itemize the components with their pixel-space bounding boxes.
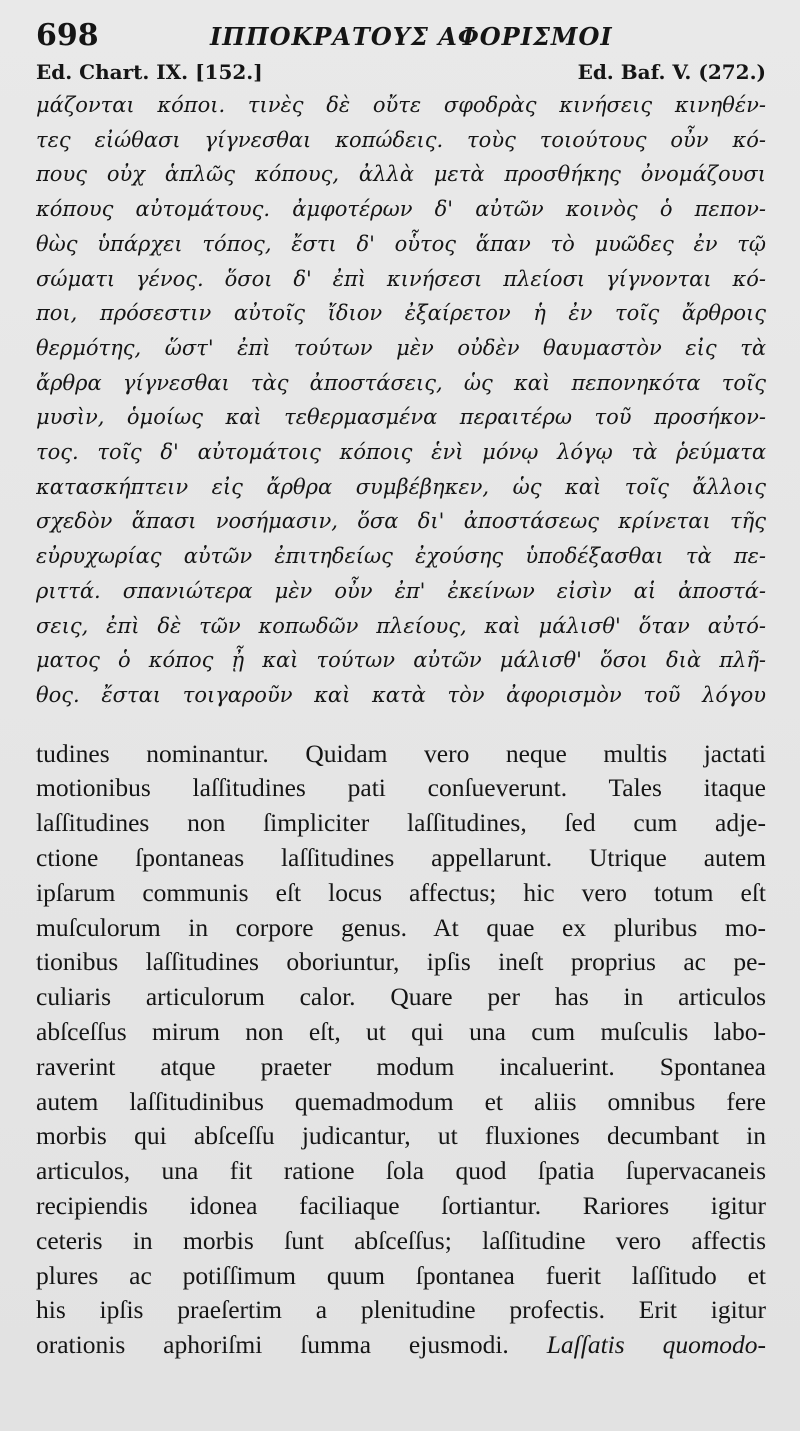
greek-text-line: θος. ἔσται τοιγαροῦν καὶ κατὰ τὸν ἀφορισμὸν τοῦ λόγου bbox=[36, 682, 766, 707]
greek-text-line: τος. τοῖς δ' αὐτομάτοις κόποις ἑνὶ μόνῳ λόγῳ τὰ ῥεύματα bbox=[36, 440, 766, 465]
greek-text-line: σεις, ἐπὶ δὲ τῶν κοπωδῶν πλείους, καὶ μάλισθ' ὅταν αὐτό- bbox=[36, 613, 766, 638]
latin-text-line: recipiendis idonea faciliaque ſortiantur. Rariores igitur bbox=[36, 1191, 766, 1221]
latin-text-line: laſſitudines non ſimpliciter laſſitudines, ſed cum adje- bbox=[36, 808, 766, 838]
greek-text-line: κατασκήπτειν εἰς ἄρθρα συμβέβηκεν, ὡς καὶ τοῖς ἄλλοις bbox=[36, 474, 766, 499]
latin-text-line: tudines nominantur. Quidam vero neque multis jactati bbox=[36, 738, 766, 768]
greek-text-line: ριττά. σπανιώτερα μὲν οὖν ἐπ' ἐκείνων εἰσὶν αἱ ἀποστά- bbox=[36, 578, 766, 603]
page-number: 698 bbox=[36, 18, 99, 53]
latin-text-line: his ipſis praeſertim a plenitudine profectis. Erit igitur bbox=[36, 1295, 766, 1325]
running-title: ΙΠΠΟΚΡΑΤΟΥΣ ΑΦΟΡΙΣΜΟΙ bbox=[210, 22, 613, 51]
page-header bbox=[36, 18, 766, 56]
latin-text-line: abſceſſus mirum non eſt, ut qui una cum muſculis labo- bbox=[36, 1017, 766, 1047]
greek-text-block bbox=[36, 88, 766, 713]
greek-text-line: πους οὐχ ἁπλῶς κόπους, ἀλλὰ μετὰ προσθήκης ὀνομάζουσι bbox=[36, 162, 766, 187]
greek-text-line: κόπους αὐτομάτους. ἀμφοτέρων δ' αὐτῶν κοινὸς ὁ πεπον- bbox=[36, 197, 766, 222]
greek-text-line: ἄρθρα γίγνεσθαι τὰς ἀποστάσεις, ὡς καὶ πεπονηκότα τοῖς bbox=[36, 370, 766, 395]
latin-text-line: tionibus laſſitudines oboriuntur, ipſis ineſt proprius ac pe- bbox=[36, 947, 766, 977]
latin-text-line: autem laſſitudinibus quemadmodum et aliis omnibus fere bbox=[36, 1086, 766, 1116]
latin-text-line: ceteris in morbis ſunt abſceſſus; laſſitudine vero affectis bbox=[36, 1225, 766, 1255]
greek-text-line: μυσὶν, ὁμοίως καὶ τεθερμασμένα περαιτέρω τοῦ προσήκον- bbox=[36, 405, 766, 430]
greek-text-line: ματος ὁ κόπος ᾖ καὶ τούτων αὐτῶν μάλισθ' ὅσοι διὰ πλῆ- bbox=[36, 648, 766, 673]
latin-text-line: ipſarum communis eſt locus affectus; hic vero totum eſt bbox=[36, 877, 766, 907]
latin-text-line: morbis qui abſceſſu judicantur, ut fluxiones decumbant in bbox=[36, 1121, 766, 1151]
latin-last-line-text: orationis aphoriſmi ſumma ejusmodi. bbox=[36, 1330, 547, 1360]
greek-text-line: μάζονται κόποι. τινὲς δὲ οὔτε σφοδρὰς κινήσεις κινηθέν- bbox=[36, 93, 766, 117]
latin-text-line: raverint atque praeter modum incaluerint. Spontanea bbox=[36, 1051, 766, 1081]
greek-text-line: σώματι γένος. ὅσοι δ' ἐπὶ κινήσεσι πλείοσι γίγνονται κό- bbox=[36, 266, 766, 291]
latin-text-line: articulos, una fit ratione ſola quod ſpatia ſupervacaneis bbox=[36, 1156, 766, 1186]
greek-text-line: θερμότης, ὥστ' ἐπὶ τούτων μὲν οὐδὲν θαυμαστὸν εἰς τὰ bbox=[36, 335, 766, 360]
latin-text-line: muſculorum in corpore genus. At quae ex pluribus mo- bbox=[36, 912, 766, 942]
greek-text-line: σχεδὸν ἅπασι νοσήμασιν, ὅσα δι' ἀποστάσεως κρίνεται τῆς bbox=[36, 509, 766, 534]
latin-text-line-last bbox=[36, 1328, 766, 1363]
latin-text-block bbox=[36, 737, 766, 1363]
latin-text-line: plures ac potiſſimum quum ſpontanea fuerit laſſitudo et bbox=[36, 1260, 766, 1290]
greek-text-line: εὐρυχωρίας αὐτῶν ἐπιτηδείως ἐχούσης ὑποδέξασθαι τὰ πε- bbox=[36, 544, 766, 569]
latin-text-line: ctione ſpontaneas laſſitudines appellarunt. Utrique autem bbox=[36, 843, 766, 873]
greek-text-line: τες εἰώθασι γίγνεσθαι κοπώδεις. τοὺς τοιούτους οὖν κό- bbox=[36, 127, 766, 152]
latin-text-line: culiaris articulorum calor. Quare per has in articulos bbox=[36, 982, 766, 1012]
latin-catchword: Laſſatis quomodo- bbox=[546, 1330, 766, 1360]
greek-text-line: θὼς ὑπάρχει τόπος, ἔστι δ' οὗτος ἅπαν τὸ μυῶδες ἐν τῷ bbox=[36, 231, 766, 256]
edition-ref-chartier: Ed. Chart. IX. [152.] bbox=[36, 60, 263, 84]
greek-text-line: ποι, πρόσεστιν αὐτοῖς ἴδιον ἐξαίρετον ἡ ἐν τοῖς ἄρθροις bbox=[36, 301, 766, 326]
latin-text-line: motionibus laſſitudines pati conſueverunt. Tales itaque bbox=[36, 773, 766, 803]
edition-ref-basel: Ed. Baf. V. (272.) bbox=[577, 60, 766, 84]
edition-references bbox=[36, 56, 766, 86]
